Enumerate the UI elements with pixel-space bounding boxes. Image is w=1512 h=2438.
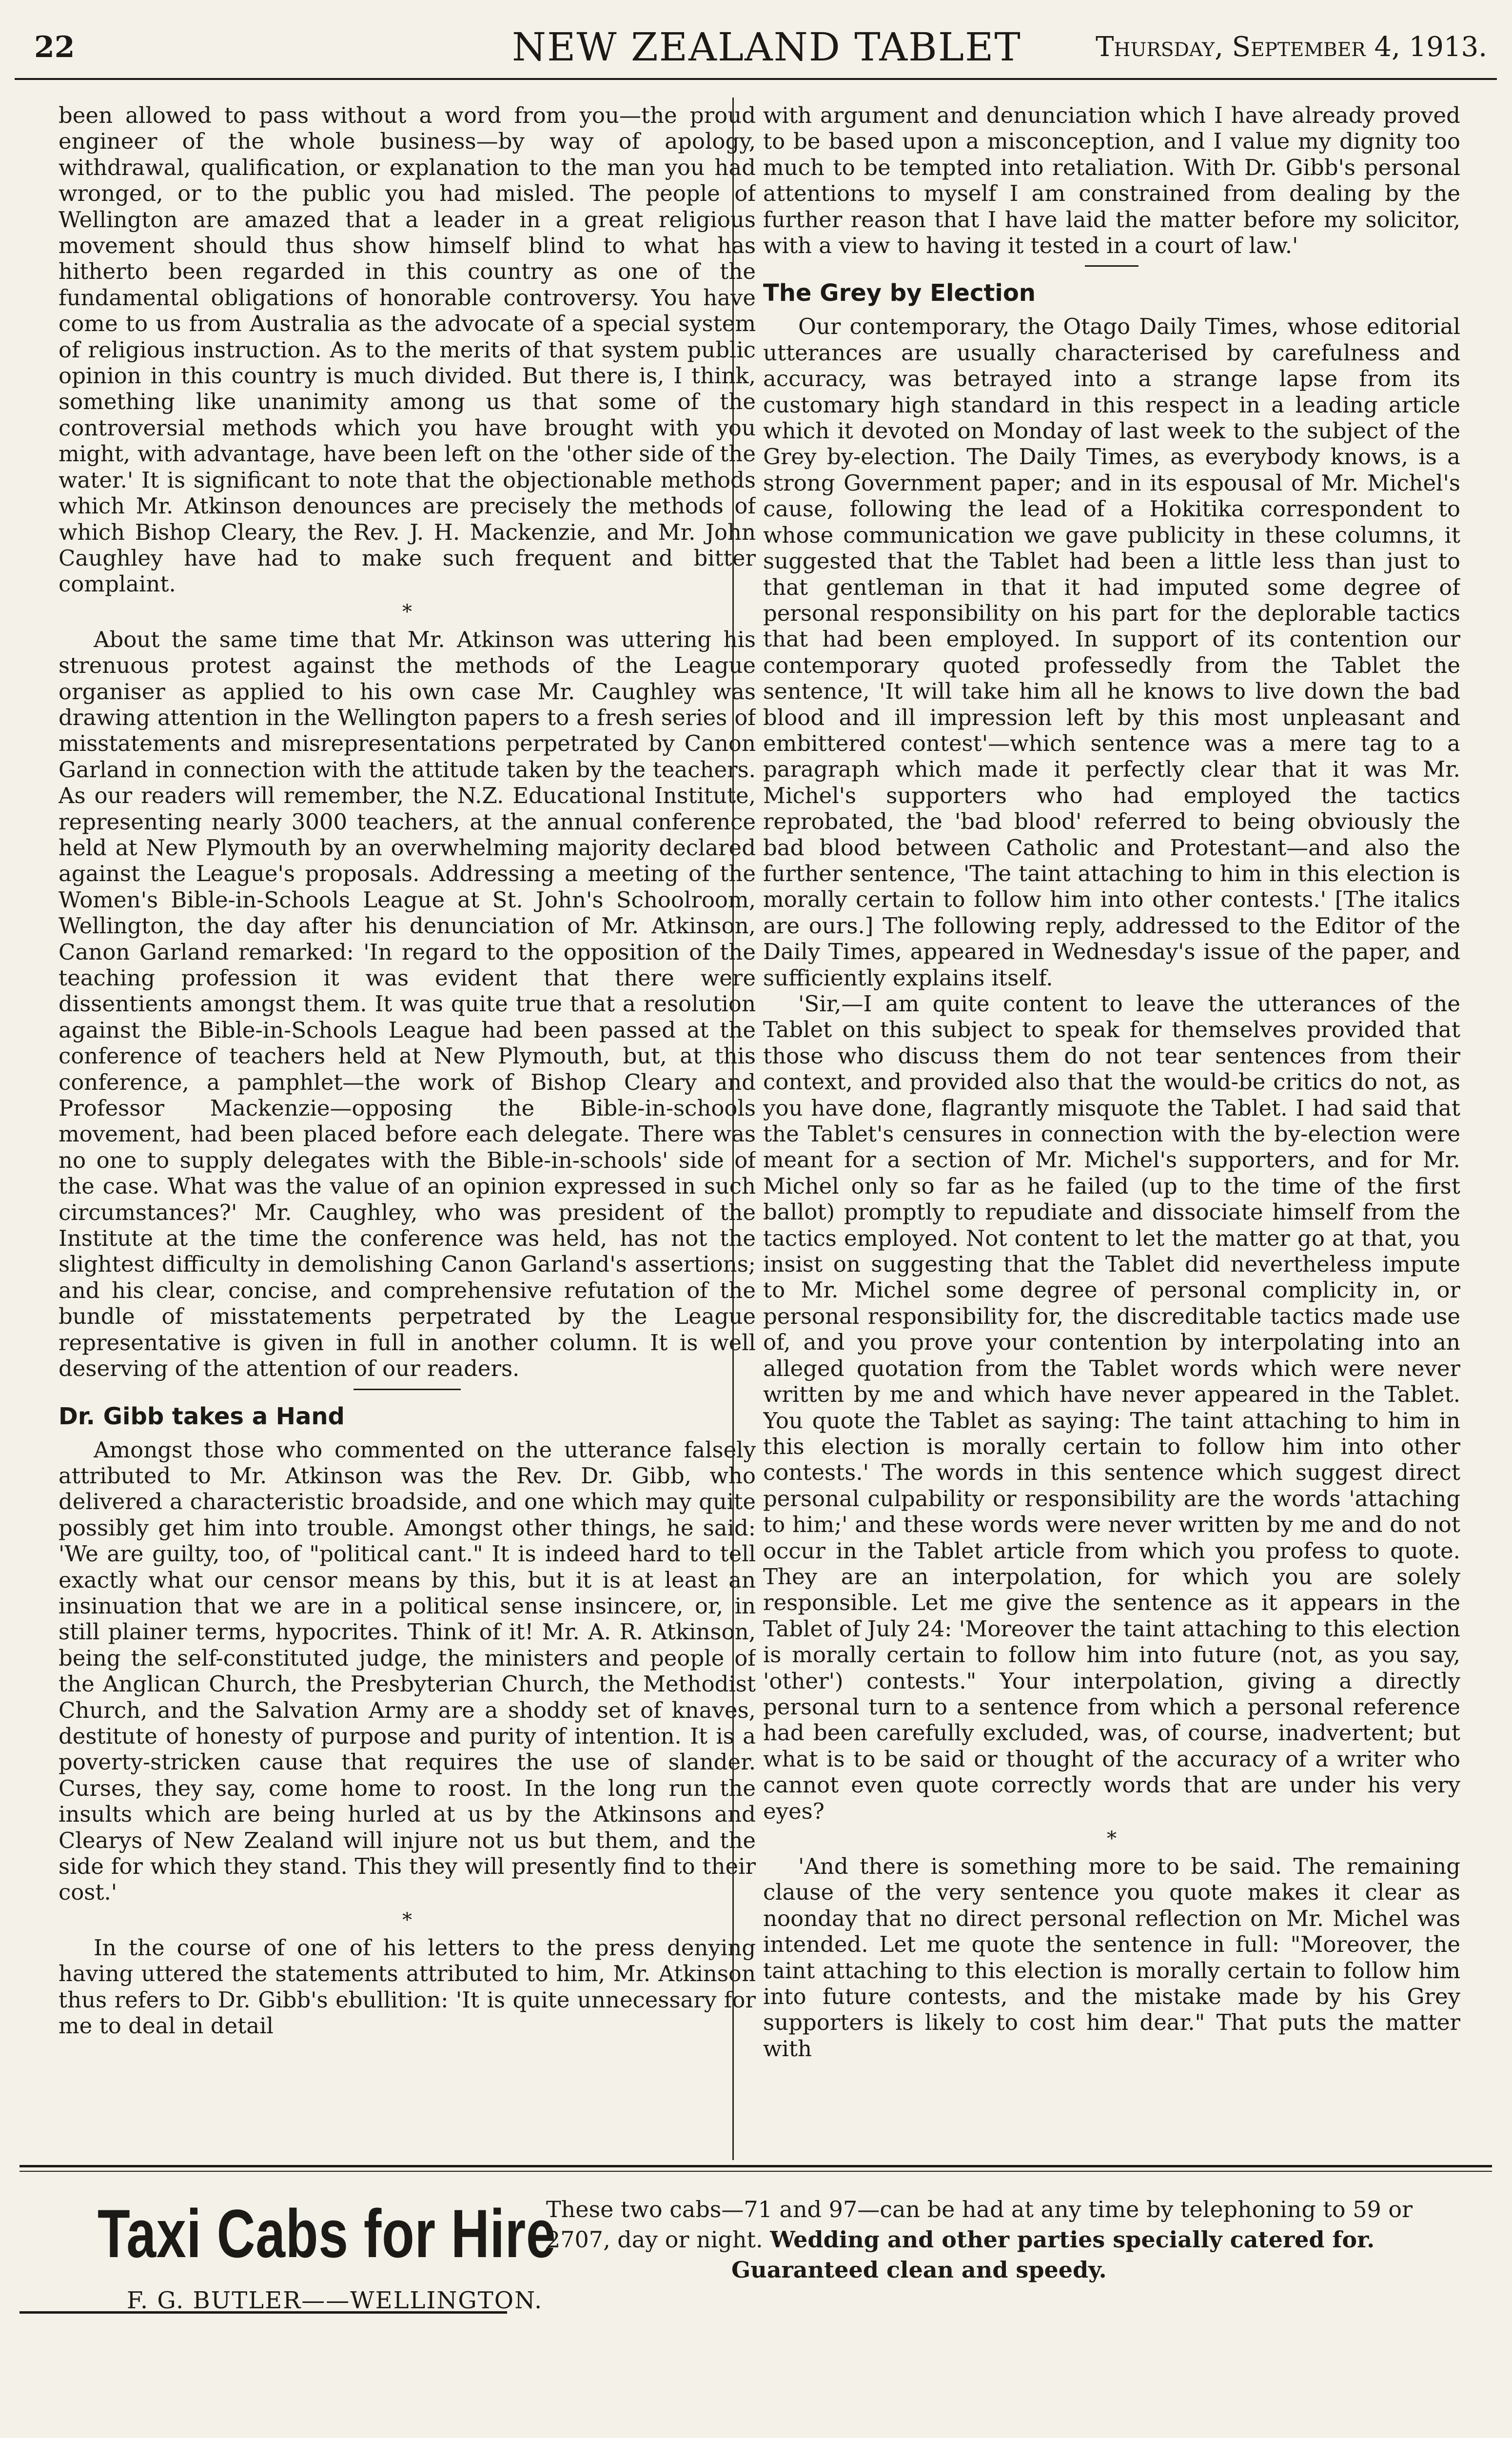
taxi-advertisement	[20, 2180, 1492, 2438]
section-heading: Dr. Gibb takes a Hand	[59, 1402, 345, 1430]
paragraph: 'And there is something more to be said. The remaining clause of the very sentence you quote makes it clear as noonday that no direct personal reflection on Mr. Michel was intended. Let me quote the sentence in full: "Moreover, the taint attaching to this election is morally certain to follow him into future contests, and the mistake made by his Grey supporters is likely to cost him dear." That puts the matter with	[763, 1853, 1460, 2062]
ad-line: These two cabs—71 and 97—can be had at any time by telephoning to 59 or 2707, day or night.	[546, 2196, 1413, 2253]
footer-rule	[20, 2165, 1492, 2167]
paragraph: Our contemporary, the Otago Daily Times, whose editorial utterances are usually characterised by carefulness and accuracy, was betrayed into a strange lapse from its customary high standard in this respect in a leading article which it devoted on Monday of last week to the subject of the Grey by-election. The Daily Times, as everybody knows, is a strong Government paper; and in its espousal of Mr. Michel's cause, following the lead of a Hokitika correspondent to whose communication we gave publicity in these columns, it suggested that the Tablet had been a little less than just to that gentleman in that it had imputed some degree of personal responsibility on his part for the deplorable tactics that had been employed. In support of its contention our contemporary quoted professedly from the Tablet the sentence, 'It will take him all he knows to live down the bad blood and ill impression left by this most unpleasant and embittered contest'—which sentence was a mere tag to a paragraph which made it perfectly clear that it was Mr. Michel's supporters who had employed the tactics reprobated, the 'bad blood' referred to being obviously the bad blood between Catholic and Protestant—and also the further sentence, 'The taint attaching to him in this election is morally certain to follow him into other contests.' [The italics are ours.] The following reply, addressed to the Editor of the Daily Times, appeared in Wednesday's issue of the paper, and sufficiently explains itself.	[763, 314, 1460, 991]
newspaper-title: NEW ZEALAND TABLET	[512, 24, 1021, 70]
ad-bottom-rule	[20, 2311, 507, 2314]
page-number: 22	[34, 30, 75, 64]
paragraph: been allowed to pass without a word from you—the proud engineer of the whole business—by way of apology, withdrawal, qualification, or explanation to the man you had wronged, or to the public you had misled. The people of Wellington are amazed that a leader in a great religious movement should thus show himself blind to what has hitherto been regarded in this country as one of the fundamental obligations of honorable controversy. You have come to us from Australia as the advocate of a special system of religious instruction. As to the merits of that system public opinion in this country is much divided. But there is, I think, something like unanimity among us that some of the controversial methods which you have brought with you might, with advantage, have been left on the 'other side of the water.' It is significant to note that the objectionable methods which Mr. Atkinson denounces are precisely the methods of which Bishop Cleary, the Rev. J. H. Mackenzie, and Mr. John Caughley have had to make such frequent and bitter complaint.	[59, 102, 756, 597]
ad-proprietor: F. G. BUTLER——WELLINGTON.	[127, 2287, 543, 2314]
left-column	[59, 102, 756, 2116]
ad-line: Guaranteed clean and speedy.	[731, 2257, 1107, 2283]
paragraph: with argument and denunciation which I have already proved to be based upon a misconception, and I value my dignity too much to be tempted into retaliation. With Dr. Gibb's personal attentions to myself I am constrained from dealing by the further reason that I have laid the matter before my solicitor, with a view to having it tested in a court of law.'	[763, 102, 1460, 259]
section-separator: *	[402, 600, 412, 623]
issue-date: Thursday, September 4, 1913.	[1096, 31, 1487, 63]
divider-rule	[1085, 265, 1139, 267]
section-separator: *	[402, 1908, 412, 1931]
divider-rule	[353, 1389, 461, 1390]
paragraph: Amongst those who commented on the utterance falsely attributed to Mr. Atkinson was the Rev. Dr. Gibb, who delivered a characteristic broadside, and one which may quite possibly get him into trouble. Amongst other things, he said: 'We are guilty, too, of "political cant." It is indeed hard to tell exactly what our censor means by this, but it is at least an insinuation that we are in a political sense insincere, or, in still plainer terms, hypocrites. Think of it! Mr. A. R. Atkinson, being the self-constituted judge, the ministers and people of the Anglican Church, the Presbyterian Church, the Methodist Church, and the Salvation Army are a shoddy set of knaves, destitute of honesty of purpose and purity of intention. It is a poverty-stricken cause that requires the use of slander. Curses, they say, come home to roost. In the long run the insults which are being hurled at us by the Atkinsons and Clearys of New Zealand will injure not us but them, and the side for which they stand. This they will presently find to their cost.'	[59, 1436, 756, 1906]
ad-headline: Taxi Cabs for Hire	[98, 2195, 556, 2272]
footer-rule	[20, 2171, 1492, 2172]
masthead	[15, 24, 1497, 80]
section-heading: The Grey by Election	[763, 279, 1036, 307]
paragraph: About the same time that Mr. Atkinson was uttering his strenuous protest against the methods of the League organiser as applied to his own case Mr. Caughley was drawing attention in the Wellington papers to a fresh series of misstatements and misrepresentations perpetrated by Canon Garland in connection with the attitude taken by the teachers. As our readers will remember, the N.Z. Educational Institute, representing nearly 3000 teachers, at the annual conference held at New Plymouth by an overwhelming majority declared against the League's proposals. Addressing a meeting of the Women's Bible-in-Schools League at St. John's Schoolroom, Wellington, the day after his denunciation of Mr. Atkinson, Canon Garland remarked: 'In regard to the opposition of the teaching profession it was evident that there were dissentients amongst them. It was quite true that a resolution against the Bible-in-Schools League had been passed at the conference of teachers held at New Plymouth, but, at this conference, a pamphlet—the work of Bishop Cleary and Professor Mackenzie—opposing the Bible-in-schools movement, had been placed before each delegate. There was no one to supply delegates with the Bible-in-schools' side of the case. What was the value of an opinion expressed in such circumstances?' Mr. Caughley, who was president of the Institute at the time the conference was held, has not the slightest difficulty in demolishing Canon Garland's assertions; and his clear, concise, and comprehensive refutation of the bundle of misstatements perpetrated by the League representative is given in full in another column. It is well deserving of the attention of our readers.	[59, 626, 756, 1382]
ad-body	[546, 2194, 1448, 2285]
ad-line: Wedding and other parties specially catered for.	[770, 2226, 1375, 2253]
right-column	[763, 102, 1460, 2116]
paragraph: 'Sir,—I am quite content to leave the utterances of the Tablet on this subject to speak for themselves provided that those who discuss them do not tear sentences from their context, and provided also that the would-be critics do not, as you have done, flagrantly misquote the Tablet. I had said that the Tablet's censures in connection with the by-election were meant for a section of Mr. Michel's supporters, and for Mr. Michel only so far as he failed (up to the time of the first ballot) promptly to repudiate and dissociate himself from the tactics employed. Not content to let the matter go at that, you insist on suggesting that the Tablet did nevertheless impute to Mr. Michel some degree of personal complicity in, or personal responsibility for, the discreditable tactics made use of, and you prove your contention by interpolating into an alleged quotation from the Tablet words which were never written by me and which have never appeared in the Tablet. You quote the Tablet as saying: The taint attaching to him in this election is morally certain to follow him into other contests.' The words in this sentence which suggest direct personal culpability or responsibility are the words 'attaching to him;' and these words were never written by me and do not occur in the Tablet article from which you profess to quote. They are an interpolation, for which you are solely responsible. Let me give the sentence as it appears in the Tablet of July 24: 'Moreover the taint attaching to this election is morally certain to follow him into future (not, as you say, 'other') contests." Your interpolation, giving a directly personal turn to a sentence from which a personal reference had been carefully excluded, was, of course, inadvertent; but what is to be said or thought of the accuracy of a writer who cannot even quote correctly words that are under his very eyes?	[763, 991, 1460, 1824]
paragraph: In the course of one of his letters to the press denying having uttered the statements attributed to him, Mr. Atkinson thus refers to Dr. Gibb's ebullition: 'It is quite unnecessary for me to deal in detail	[59, 1934, 756, 2039]
section-separator: *	[1107, 1828, 1117, 1850]
